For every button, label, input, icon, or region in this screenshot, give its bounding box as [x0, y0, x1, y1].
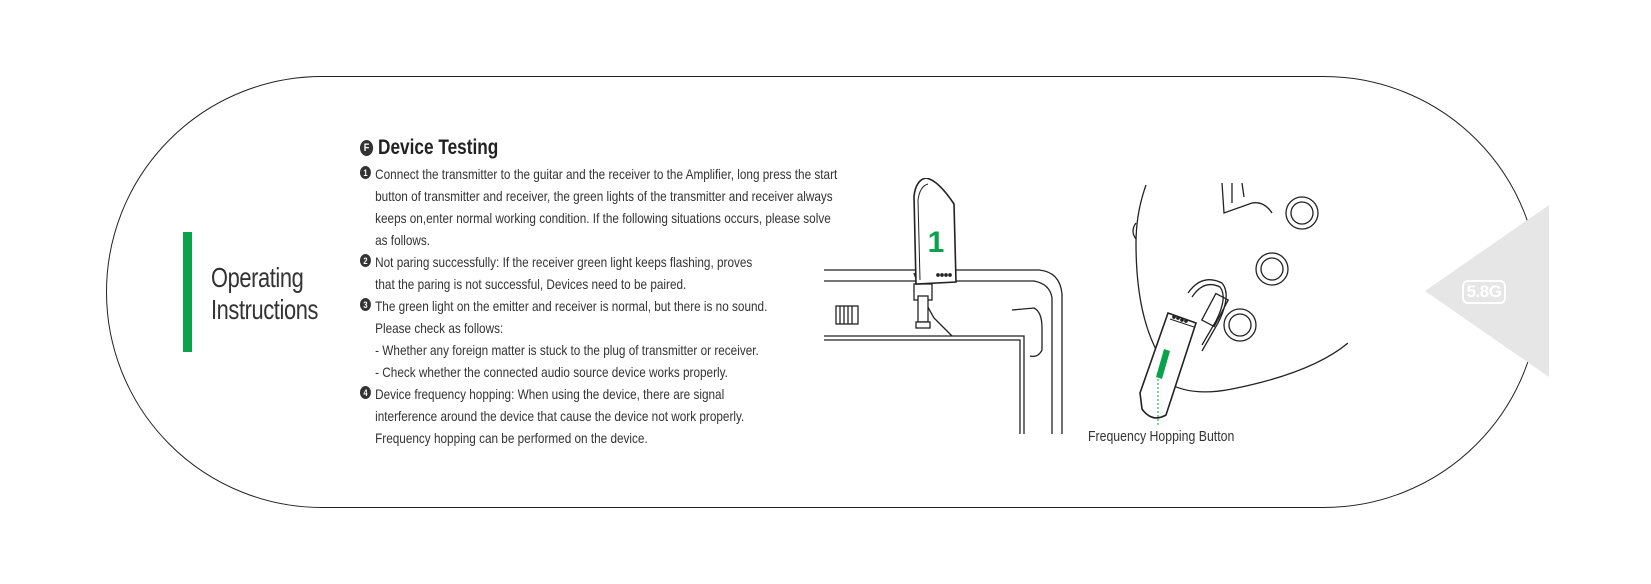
section-marker: F: [360, 140, 373, 156]
instruction-list: [360, 163, 900, 449]
transmitter-guitar-illustration: [1132, 183, 1348, 431]
accent-bar: [183, 232, 192, 352]
step-text: Device frequency hopping: When using the device, there are signal interference around the device that cause the device not work properly. Frequency hopping can be performed on the device.: [375, 386, 745, 446]
instructions-content: [360, 134, 900, 449]
step-text: The green light on the emitter and receiver is normal, but there is no sound. Please check as follows: - Whether any foreign matter is stuck to the plug of transmitter or receiver. - Check whether the connected audio source device works properly.: [375, 298, 768, 380]
instruction-item: [360, 163, 872, 251]
heading-line-2: Instructions: [211, 294, 318, 325]
step-marker: 4: [360, 386, 371, 399]
step-marker: 3: [360, 298, 371, 311]
section-title-text: Device Testing: [378, 136, 499, 159]
instruction-item: [360, 383, 872, 449]
section-title: [360, 134, 803, 162]
frequency-badge: 5.8G: [1462, 280, 1506, 304]
step-text: Connect the transmitter to the guitar and the receiver to the Amplifier, long press the start button of transmitter and receiver, the green lights of the transmitter and receiver always keeps on,enter normal working condition. If the following situations occurs, please solve as follows.: [375, 166, 838, 248]
instruction-item: [360, 251, 872, 295]
frequency-hopping-caption: Frequency Hopping Button: [1088, 428, 1235, 445]
receiver-amplifier-illustration: [824, 178, 1074, 434]
step-text: Not paring successfully: If the receiver green light keeps flashing, proves that the paring is not successful, Devices need to be paired.: [375, 254, 753, 292]
step-marker: 1: [360, 166, 371, 179]
heading-line-1: Operating: [211, 262, 304, 293]
section-heading: [211, 262, 318, 326]
step-marker: 2: [360, 254, 371, 267]
receiver-channel-number: 1: [927, 226, 945, 259]
instruction-item: [360, 295, 872, 383]
